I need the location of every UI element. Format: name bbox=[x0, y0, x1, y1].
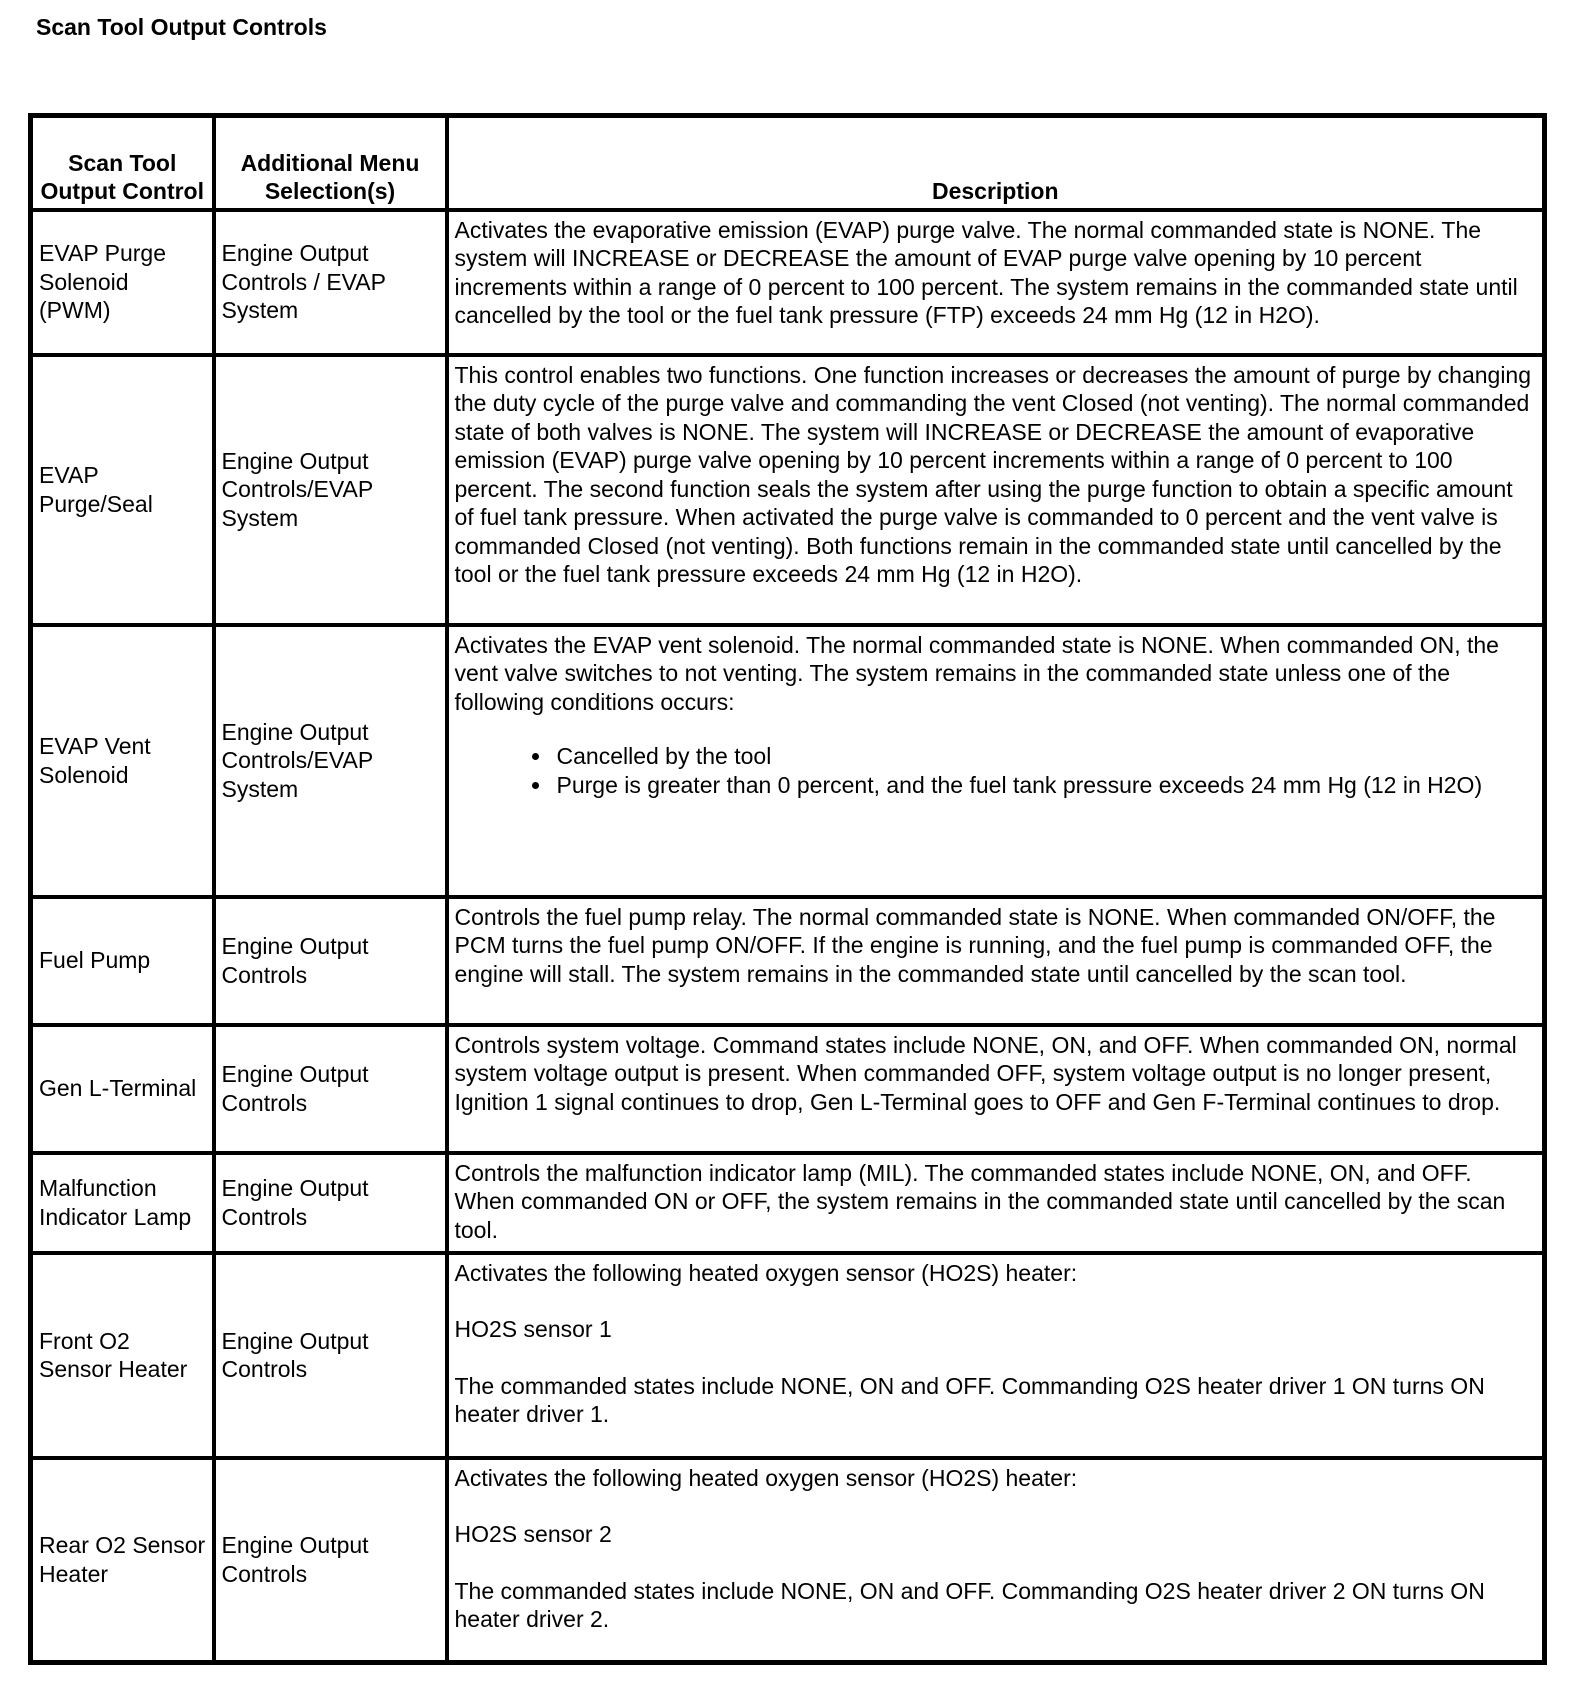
description-text: HO2S sensor 1 bbox=[454, 1316, 612, 1342]
header-description: Description bbox=[447, 116, 1545, 210]
control-cell: EVAP Vent Solenoid bbox=[31, 625, 214, 897]
control-cell: Malfunction Indicator Lamp bbox=[31, 1153, 214, 1253]
description-cell bbox=[447, 1025, 1545, 1153]
table-row bbox=[31, 897, 1545, 1025]
list-item: • Purge is greater than 0 percent, and the fuel tank pressure exceeds 24 mm Hg (12 in H2O) bbox=[553, 771, 1537, 800]
table-row bbox=[31, 625, 1545, 897]
menu-cell: Engine Output Controls / EVAP System bbox=[214, 210, 447, 355]
description-cell bbox=[447, 355, 1545, 625]
description-cell bbox=[447, 897, 1545, 1025]
menu-cell: Engine Output Controls bbox=[214, 1025, 447, 1153]
description-text: Activates the EVAP vent solenoid. The normal commanded state is NONE. When commanded ON, the vent valve switches to not venting. The system remains in the commanded state unless one of the following conditions occurs: bbox=[454, 631, 1499, 715]
description-text: Controls the fuel pump relay. The normal commanded state is NONE. When commanded ON/OFF, the PCM turns the fuel pump ON/OFF. If the engine is running, and the fuel pump is commanded OFF, the engine will stall. The system remains in the commanded state until cancelled by the scan tool. bbox=[454, 903, 1496, 987]
table-row bbox=[31, 1153, 1545, 1253]
control-cell: Fuel Pump bbox=[31, 897, 214, 1025]
header-additional-menu-selections: Additional Menu Selection(s) bbox=[214, 116, 447, 210]
control-cell: EVAP Purge Solenoid (PWM) bbox=[31, 210, 214, 355]
table-row bbox=[31, 1253, 1545, 1458]
description-text: The commanded states include NONE, ON and OFF. Commanding O2S heater driver 1 ON turns ON heater driver 1. bbox=[454, 1372, 1485, 1427]
description-text: The commanded states include NONE, ON and OFF. Commanding O2S heater driver 2 ON turns ON heater driver 2. bbox=[454, 1577, 1485, 1632]
page-title: Scan Tool Output Controls bbox=[36, 14, 327, 40]
description-cell bbox=[447, 1153, 1545, 1253]
menu-cell: Engine Output Controls/EVAP System bbox=[214, 625, 447, 897]
table-header-row bbox=[31, 116, 1545, 210]
menu-cell: Engine Output Controls bbox=[214, 1253, 447, 1458]
list-item: • Cancelled by the tool bbox=[553, 742, 1537, 771]
description-text: Controls system voltage. Command states include NONE, ON, and OFF. When commanded ON, normal system voltage output is present. When commanded OFF, system voltage output is no longer present, Ignition 1 signal continues to drop, Gen L-Terminal goes to OFF and Gen F-Terminal continues to drop. bbox=[454, 1031, 1517, 1115]
description-text: Activates the evaporative emission (EVAP) purge valve. The normal commanded state is NONE. The system will INCREASE or DECREASE the amount of EVAP purge valve opening by 10 percent increments within a range of 0 percent to 100 percent. The system remains in the commanded state until cancelled by the tool or the fuel tank pressure (FTP) exceeds 24 mm Hg (12 in H2O). bbox=[454, 216, 1518, 328]
table-row bbox=[31, 1025, 1545, 1153]
menu-cell: Engine Output Controls/EVAP System bbox=[214, 355, 447, 625]
header-scan-tool-output-control: Scan Tool Output Control bbox=[31, 116, 214, 210]
description-cell bbox=[447, 1253, 1545, 1458]
menu-cell: Engine Output Controls bbox=[214, 1458, 447, 1663]
description-cell bbox=[447, 210, 1545, 355]
description-cell bbox=[447, 625, 1545, 897]
control-cell: Front O2 Sensor Heater bbox=[31, 1253, 214, 1458]
table-row bbox=[31, 1458, 1545, 1663]
control-cell: Gen L-Terminal bbox=[31, 1025, 214, 1153]
table-row bbox=[31, 355, 1545, 625]
control-cell: Rear O2 Sensor Heater bbox=[31, 1458, 214, 1663]
menu-cell: Engine Output Controls bbox=[214, 897, 447, 1025]
description-text: Activates the following heated oxygen sensor (HO2S) heater: bbox=[454, 1259, 1078, 1286]
control-cell: EVAP Purge/Seal bbox=[31, 355, 214, 625]
description-text: Activates the following heated oxygen sensor (HO2S) heater: bbox=[454, 1464, 1078, 1491]
menu-cell: Engine Output Controls bbox=[214, 1153, 447, 1253]
description-text: Controls the malfunction indicator lamp (MIL). The commanded states include NONE, ON, and OFF. When commanded ON or OFF, the system remains in the commanded state until cancelled by the scan tool. bbox=[454, 1159, 1506, 1243]
table-row bbox=[31, 210, 1545, 355]
description-text: This control enables two functions. One function increases or decreases the amount of purge by changing the duty cycle of the purge valve and commanding the vent Closed (not venting). The normal commanded state of both valves is NONE. The system will INCREASE or DECREASE the amount of evaporative emission (EVAP) purge valve opening by 10 percent increments within a range of 0 percent to 100 percent. The second function seals the system after using the purge function to obtain a specific amount of fuel tank pressure. When activated the purge valve is commanded to 0 percent and the vent valve is commanded Closed (not venting). Both functions remain in the commanded state until cancelled by the tool or the fuel tank pressure exceeds 24 mm Hg (12 in H2O). bbox=[454, 361, 1532, 587]
description-text: HO2S sensor 2 bbox=[454, 1521, 612, 1547]
description-cell bbox=[447, 1458, 1545, 1663]
condition-list bbox=[455, 742, 1537, 799]
output-controls-table bbox=[28, 113, 1547, 1665]
